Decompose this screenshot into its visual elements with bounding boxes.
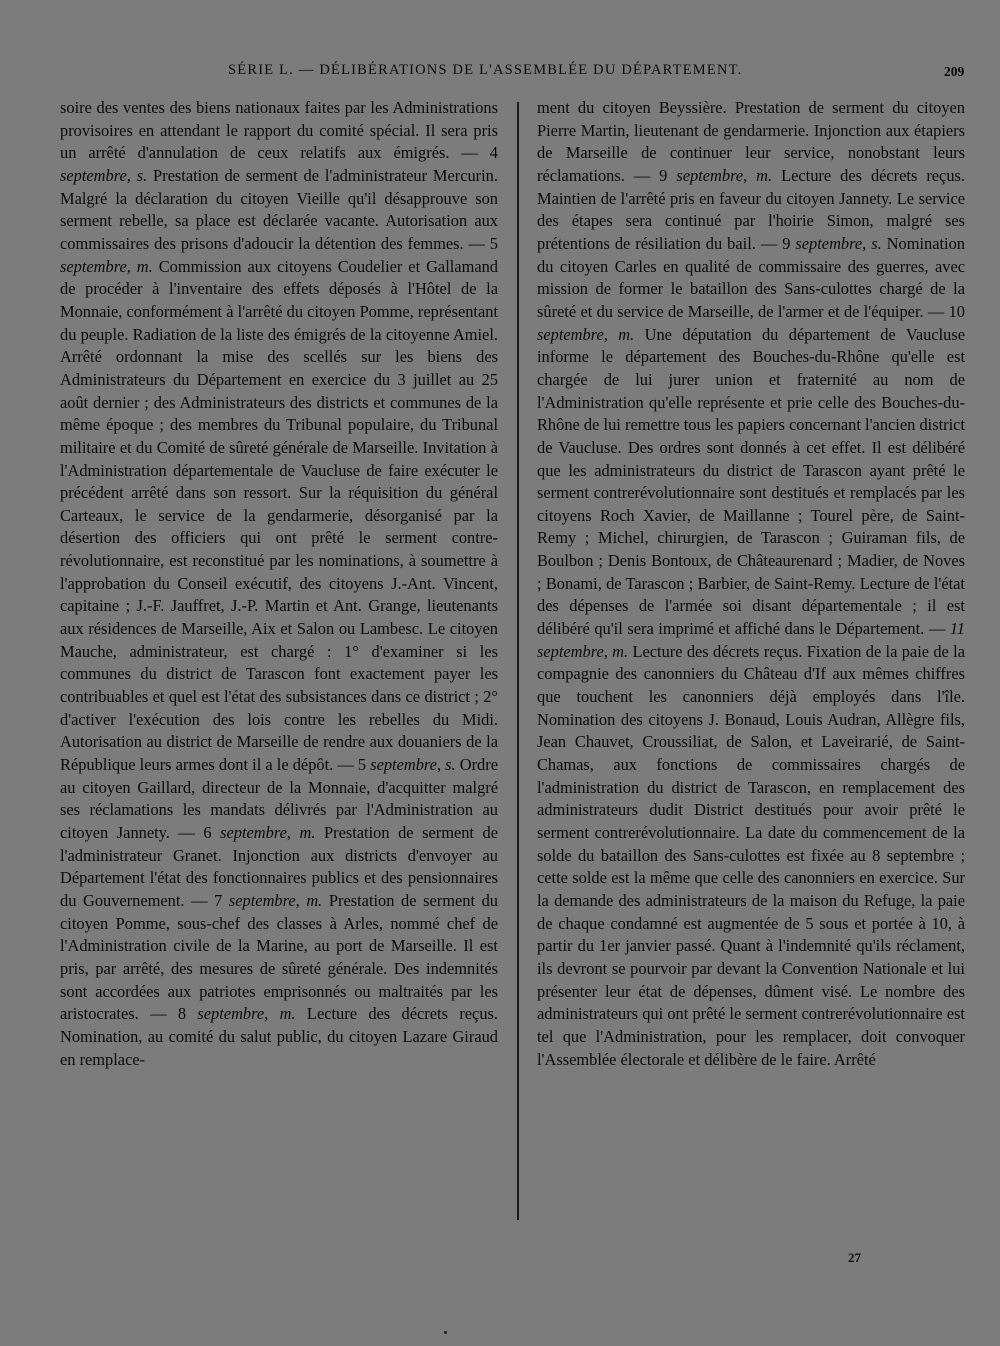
date-marker: septembre, m. xyxy=(676,165,773,185)
running-head: SÉRIE L. — DÉLIBÉRATIONS DE L'ASSEMBLÉE DU DÉPARTEMENT. xyxy=(228,62,743,78)
text-run: Nomination du citoyen Carles en qualité de commissaire des guerres, avec mission de former le bataillon des Sans-culottes chargé de la sûreté et du service de Marseille, de l'armer et de l'équiper. — 10 xyxy=(537,233,965,321)
date-marker: septembre, m. xyxy=(60,256,153,276)
text-column-right xyxy=(537,97,965,1071)
date-marker: septembre, m. xyxy=(228,890,323,910)
date-marker: septembre, m. xyxy=(537,324,635,344)
text-run: Prestation de serment de l'administrateur Mercurin. Malgré la déclaration du citoyen Vieille qu'il désapprouve son serment rebelle, sa place est déclarée vacante. Autorisation aux commissaires des prisons d'adoucir la détention des femmes. — 5 xyxy=(60,165,498,253)
text-run: Ordre au citoyen Gaillard, directeur de la Monnaie, d'acquitter malgré ses réclamations les mandats délivrés par l'Administration au citoyen Jannety. — 6 xyxy=(60,755,498,842)
date-marker: septembre, s. xyxy=(60,165,148,185)
text-run: Commission aux citoyens Coudelier et Gallamand de procéder à l'inventaire des effets déposés à l'Hôtel de la Monnaie, conformément à l'arrêté du citoyen Pomme, représentant du peuple. Radiation de la liste des émigrés de la citoyenne Amiel. Arrêté ordonnant la mise des scellés sur les biens des Administrateurs du Département en exercice du 3 juillet au 25 août dernier ; des Administrateurs des districts et communes de la même époque ; des membres du Tribunal populaire, du Tribunal militaire et du Comité de sûreté générale de Marseille. Invitation à l'Administration départementale de Vaucluse de faire exécuter le précédent arrêté dans son ressort. Sur la réquisition du général Carteaux, le service de la gendarmerie, désorganisé par la désertion des officiers qui ont prêté le serment contre-révolutionnaire, est reconstitué par les nominations, à soumettre à l'approbation du Conseil exécutif, des citoyens J.-Ant. Vincent, capitaine ; J.-F. Jauffret, J.-P. Martin et Ant. Grange, lieutenants aux résidences de Marseille, Aix et Salon ou Lambesc. Le citoyen Mauche, administrateur, est chargé : 1° d'examiner si les communes du district de Tarascon font exactement payer les contribuables et quel est l'état des subsistances dans ce district ; 2° d'activer l'exécution des lois contre les rebelles du Midi. Autorisation au district de Marseille de rendre aux douaniers de la République leurs armes dont il a le dépôt. — 5 xyxy=(60,256,498,775)
text-run: Lecture des décrets reçus. Fixation de la paie de la compagnie des canonniers du Château d'If aux mêmes chiffres que touchent les canonniers déjà employés dans l'île. Nomination des citoyens J. Bonaud, Louis Audran, Allègre fils, Jean Chauvet, Croussiliat, de Salon, et Laveirarié, de Saint-Chamas, aux fonctions de commissaires chargés de l'administration du district de Tarascon, en remplacement des administrateurs dudit District destitués pour avoir prêté le serment contrerévolutionnaire. La date du commencement de la solde du bataillon des Sans-culottes est fixée au 8 septembre ; cette solde est la même que celle des canonniers en exercice. Sur la demande des administrateurs de la maison du Refuge, la paie de chaque condamné est augmentée de 5 sous et portée à 10, à partir du 1er janvier passé. Quant à l'indemnité qu'ils réclament, ils devront se pourvoir par devant la Convention Nationale et lui présenter leur état de dépenses, dûment visé. Le nombre des administrateurs qui ont prêté le serment contrerévolutionnaire est tel que l'Administration, pour les remplacer, doit convoquer l'Assemblée électorale et délibère de le faire. Arrêté xyxy=(537,641,965,1069)
text-run: Une députation du département de Vaucluse informe le département des Bouches-du-Rhône qu'elle est chargée de lui jurer union et fraternité au nom de l'Administration qu'elle représente et prie celle des Bouches-du-Rhône de lui remettre tous les papiers concernant l'ancien district de Vaucluse. Des ordres sont donnés à cet effet. Il est délibéré que les administrateurs du district de Tarascon ayant prêté le serment contrerévolutionnaire sont destitués et remplacés par les citoyens Roch Xavier, de Maillanne ; Tourel père, de Saint-Remy ; Michel, chirurgien, de Tarascon ; Guiraman fils, de Boulbon ; Denis Bontoux, de Châteaurenard ; Madier, de Noves ; Bonami, de Tarascon ; Barbier, de Saint-Remy. Lecture de l'état des dépenses de l'armée soi disant départementale ; il est délibéré qu'il sera imprimé et affiché dans le Département. — xyxy=(537,324,965,639)
text-run: Prestation de serment du citoyen Pomme, sous-chef des classes à Arles, nommé chef de l'Administration civile de la Marine, au port de Marseille. Il est pris, par arrêté, des mesures de sûreté générale. Des indemnités sont accordées aux patriotes emprisonnés ou maltraités par les aristocrates. — 8 xyxy=(60,890,498,1024)
text-run: Lecture des décrets reçus. Maintien de l'arrêté pris en faveur du citoyen Jannety. Le service des étapes sera continué par l'hoirie Simon, malgré ses prétentions de résiliation du bail. — 9 xyxy=(537,165,966,253)
paragraph-right xyxy=(537,97,965,1071)
date-marker: septembre, m. xyxy=(197,1004,296,1024)
page-number: 209 xyxy=(944,64,965,79)
date-marker: 11 septembre, m. xyxy=(537,619,965,661)
column-rule xyxy=(517,102,519,1220)
date-marker: septembre, m. xyxy=(220,823,316,842)
text-run: soire des ventes des biens nationaux faites par les Administrations provisoires en attendant le rapport du comité spécial. Il sera pris un arrêté d'annulation de ceux relatifs aux émigrés. — 4 xyxy=(60,98,498,163)
print-speck xyxy=(444,1331,447,1334)
text-run: Lecture des décrets reçus. Nomination, au comité du salut public, du citoyen Lazare Giraud en remplace- xyxy=(60,1004,498,1069)
date-marker: septembre, s. xyxy=(370,755,456,775)
date-marker: septembre, s. xyxy=(795,233,882,253)
paragraph-left xyxy=(60,97,498,1071)
running-header xyxy=(0,62,1000,84)
text-column-left xyxy=(60,97,498,1071)
text-run: ment du citoyen Beyssière. Prestation de serment du citoyen Pierre Martin, lieutenant de gendarmerie. Injonction aux étapiers de Marseille de continuer leur service, nonobstant leurs réclamations. — 9 xyxy=(537,98,965,185)
text-run: Prestation de serment de l'administrateur Granet. Injonction aux districts d'envoyer au Département l'état des fonctionnaires publics et des pensionnaires du Gouvernement. — 7 xyxy=(60,823,499,910)
signature-mark: 27 xyxy=(848,1250,861,1265)
